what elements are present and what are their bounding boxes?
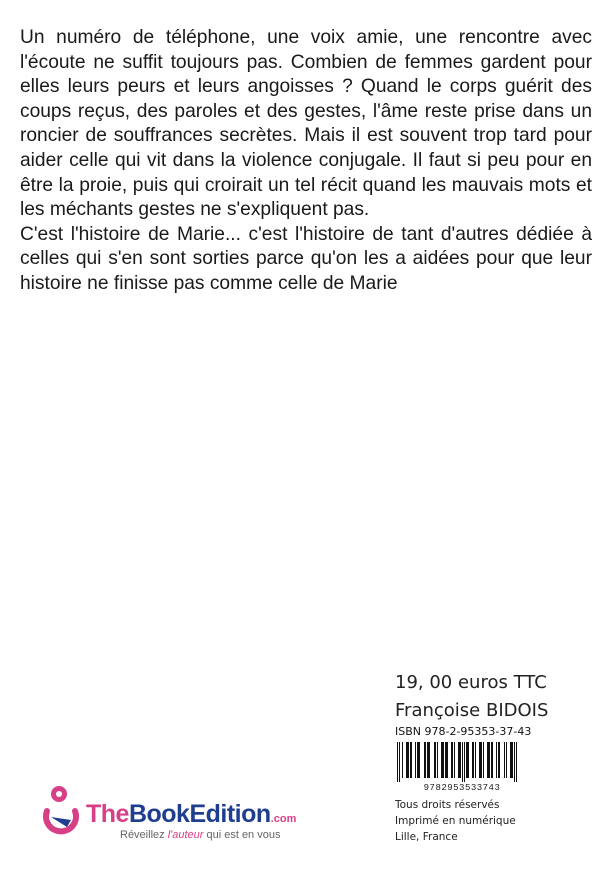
tagline-end: qui est en vous	[203, 829, 281, 841]
book-price: 19, 00 euros TTC	[395, 672, 547, 693]
publisher-tagline	[120, 829, 280, 841]
publisher-name-the: The	[86, 800, 129, 828]
back-cover-blurb	[20, 26, 592, 297]
blurb-paragraph-2: C'est l'histoire de Marie... c'est l'histoire de tant d'autres dédiée à celles qui s'en sont sorties parce qu'on les a aidées pour que leur histoire ne finisse pas comme celle de Marie	[20, 223, 592, 294]
legal-line-print: Imprimé en numérique	[395, 815, 516, 827]
publisher-name-suffix: .com	[270, 813, 297, 825]
barcode-bars	[395, 742, 529, 782]
publisher-logo	[40, 784, 340, 844]
legal-line-rights: Tous droits réservés	[395, 799, 500, 811]
barcode-number: 9782953533743	[423, 783, 501, 793]
tagline-start: Réveillez	[120, 829, 168, 841]
pen-reader-icon	[40, 784, 82, 840]
isbn-label: ISBN 978-2-95353-37-43	[395, 725, 532, 738]
tagline-accent: l'auteur	[167, 829, 204, 841]
blurb-paragraph-1: Un numéro de téléphone, une voix amie, une rencontre avec l'écoute ne suffit toujours pas. Combien de femmes gardent pour elles leurs peurs et leurs angoisses ? Quand le corps guérit des coups reçus, des paroles et des gestes, l'âme reste prise dans un roncier de souffrances secrètes. Mais il est souvent trop tard pour aider celle qui vit dans la violence conjugale. Il faut si peu pour en être la proie, puis qui croirait un tel récit quand les mauvais mots et les méchants gestes ne s'expliquent pas.	[20, 27, 592, 221]
book-info-block	[395, 671, 595, 845]
barcode	[395, 742, 529, 793]
legal-notice	[395, 797, 595, 845]
publisher-name-bookedition: BookEdition	[128, 800, 271, 828]
legal-line-place: Lille, France	[395, 831, 458, 843]
author-name: Françoise BIDOIS	[395, 700, 549, 721]
